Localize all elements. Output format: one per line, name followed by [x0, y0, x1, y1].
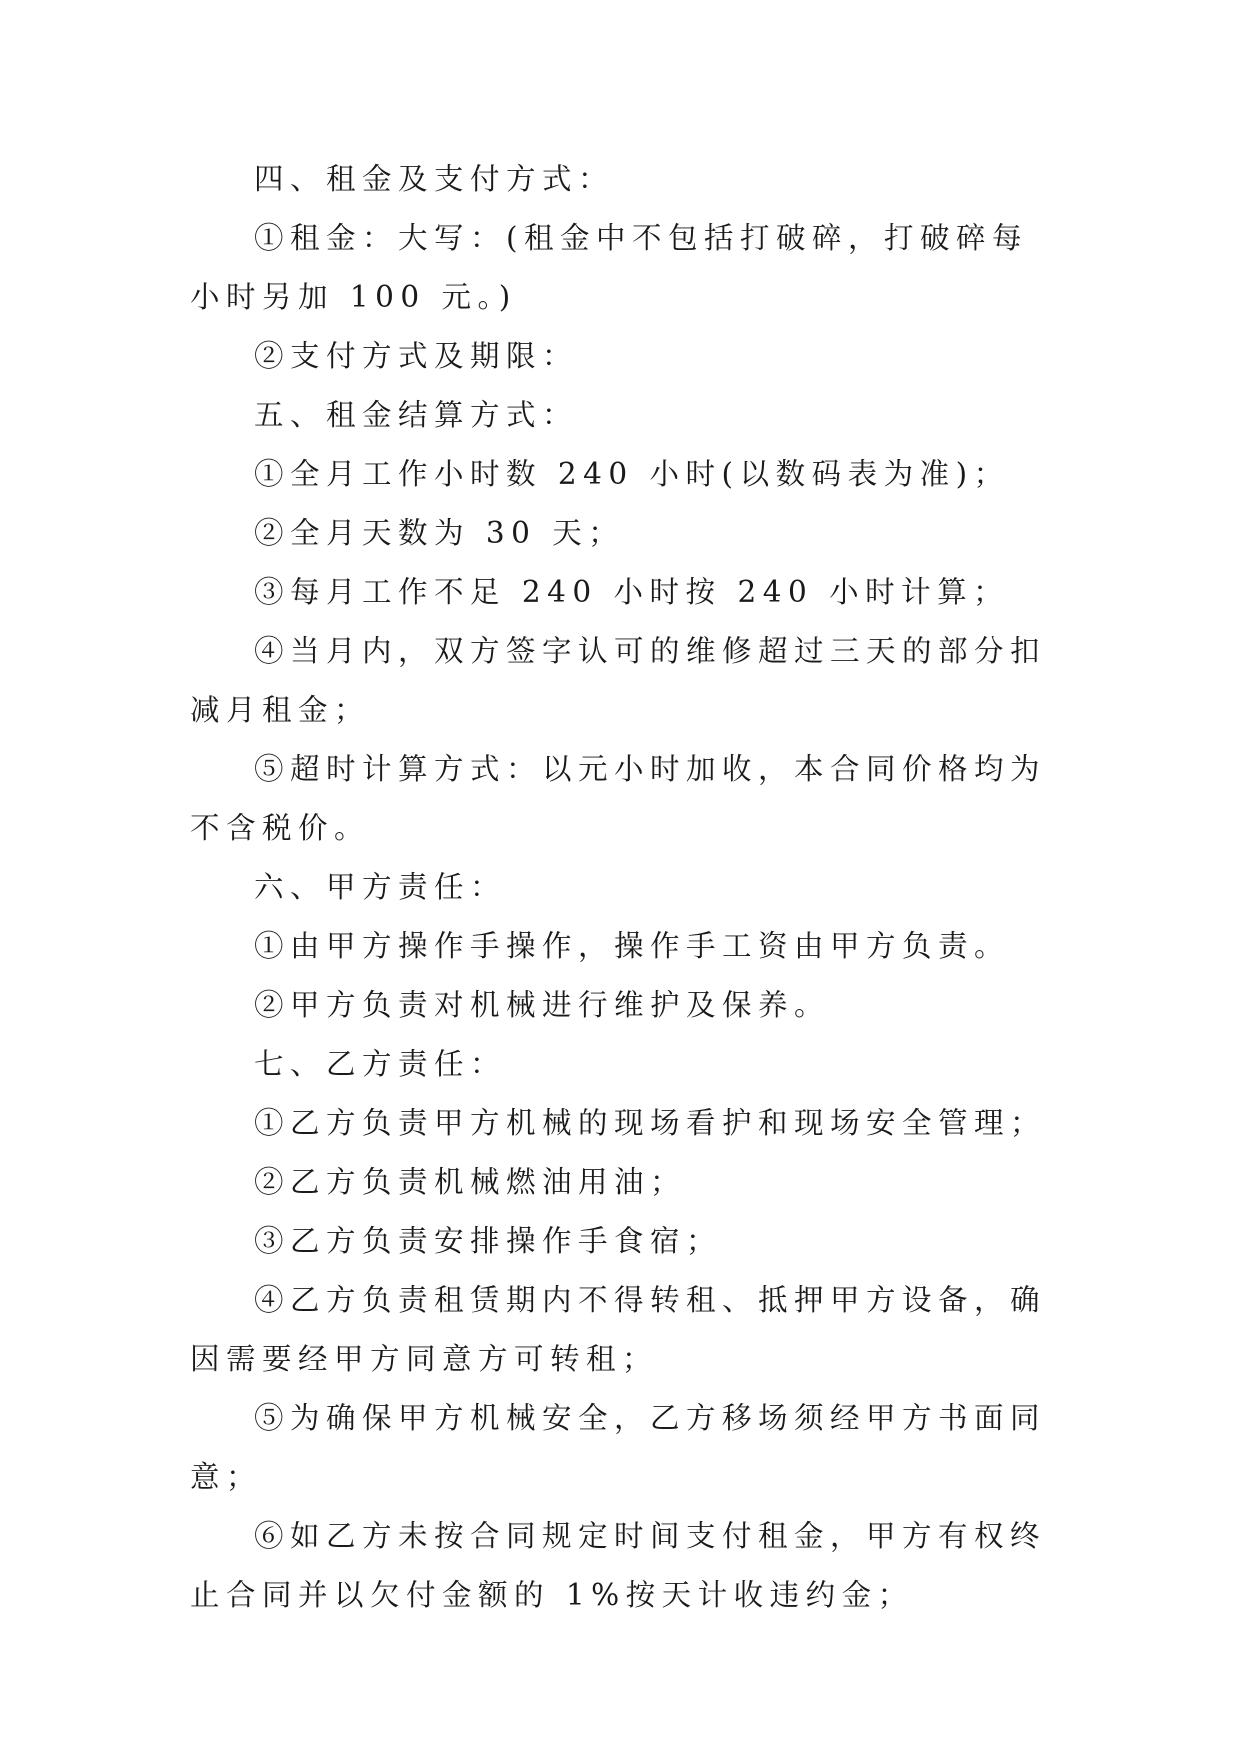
document-page	[190, 150, 1050, 1625]
clause-party-b-fuel: ②乙方负责机械燃油用油；	[254, 1165, 687, 1199]
clause-party-a-operator: ①由甲方操作手操作，操作手工资由甲方负责。	[254, 929, 1011, 963]
clause-minimum-hours: ③每月工作不足 240 小时按 240 小时计算；	[254, 575, 1010, 609]
clause-overtime: ⑤超时计算方式：以元小时加收，本合同价格均为不含税价。	[190, 752, 1047, 845]
clause-party-b-site-safety: ①乙方负责甲方机械的现场看护和现场安全管理；	[254, 1106, 1047, 1140]
clause-party-b-relocation: ⑤为确保甲方机械安全，乙方移场须经甲方书面同意；	[190, 1401, 1047, 1494]
clause-party-b-no-sublease: ④乙方负责租赁期内不得转租、抵押甲方设备，确因需要经甲方同意方可转租；	[190, 1283, 1047, 1376]
clause-repair-deduction: ④当月内，双方签字认可的维修超过三天的部分扣减月租金；	[190, 634, 1047, 727]
clause-rent-amount: ①租金：大写：(租金中不包括打破碎，打破碎每小时另加 100 元。)	[190, 221, 1029, 314]
section-heading-party-b: 七、乙方责任：	[254, 1047, 507, 1081]
clause-monthly-days: ②全月天数为 30 天；	[254, 516, 625, 550]
section-heading-rent-payment: 四、租金及支付方式：	[254, 162, 615, 196]
clause-party-b-lodging: ③乙方负责安排操作手食宿；	[254, 1224, 723, 1258]
section-heading-party-a: 六、甲方责任：	[254, 870, 507, 904]
section-heading-settlement: 五、租金结算方式：	[254, 398, 579, 432]
clause-party-b-late-payment: ⑥如乙方未按合同规定时间支付租金，甲方有权终止合同并以欠付金额的 1%按天计收违约金；	[190, 1519, 1047, 1612]
clause-payment-terms: ②支付方式及期限：	[254, 339, 579, 373]
clause-monthly-hours: ①全月工作小时数 240 小时(以数码表为准)；	[254, 457, 1010, 491]
clause-party-a-maintenance: ②甲方负责对机械进行维护及保养。	[254, 988, 831, 1022]
